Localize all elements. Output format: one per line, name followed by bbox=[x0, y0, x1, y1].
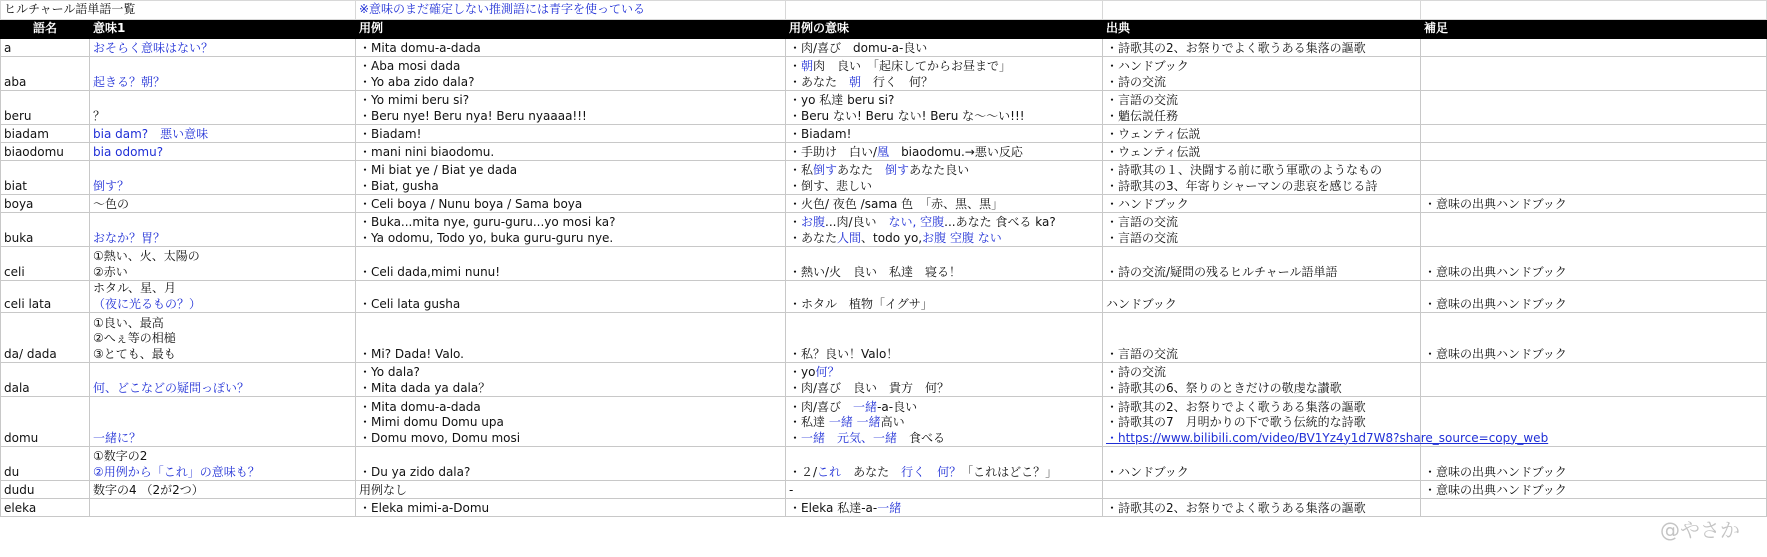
text-segment: あなた bbox=[841, 464, 902, 479]
note-cell[interactable] bbox=[1421, 57, 1767, 91]
word-cell[interactable]: a bbox=[1, 39, 90, 57]
text-segment: ・２/ bbox=[789, 464, 818, 479]
cell-line: ・Celi boya / Nunu boya / Sama boya bbox=[359, 196, 583, 211]
source-cell[interactable] bbox=[1103, 397, 1549, 447]
source-cell[interactable] bbox=[1103, 125, 1421, 143]
text-segment: ・肉/喜び domu-a-良い bbox=[789, 40, 928, 55]
usage-cell[interactable] bbox=[356, 247, 786, 281]
cell-line bbox=[789, 59, 1099, 75]
usage-meaning-cell[interactable] bbox=[786, 143, 1103, 161]
usage-cell[interactable] bbox=[356, 39, 786, 57]
table-row bbox=[1, 213, 1767, 247]
source-cell[interactable] bbox=[1103, 499, 1421, 517]
text-segment: 倒す bbox=[885, 163, 910, 177]
note-cell[interactable]: ・意味の出典ハンドブック bbox=[1421, 481, 1767, 499]
cell-line: ①数字の2 bbox=[93, 449, 148, 463]
text-segment: あなた良い bbox=[909, 163, 970, 177]
text-segment: ・Biadam! bbox=[789, 126, 852, 141]
cell-line: ～色の bbox=[93, 196, 130, 211]
cell-line bbox=[789, 483, 1099, 499]
usage-meaning-cell[interactable] bbox=[786, 247, 1103, 281]
cell-line: ・Mimi domu Domu upa bbox=[359, 415, 504, 429]
cell-line bbox=[789, 163, 1099, 179]
meaning-cell[interactable] bbox=[90, 281, 356, 313]
cell-line: ②へぇ等の相槌 bbox=[93, 331, 176, 345]
cell-line: ・Du ya zido dala? bbox=[359, 464, 471, 479]
cell-line: ・魈伝説任務 bbox=[1106, 108, 1179, 123]
cell-line: ・ハンドブック bbox=[1106, 464, 1189, 479]
word-cell[interactable]: biadam bbox=[1, 125, 90, 143]
cell-line: ②用例から「これ」の意味も？ bbox=[93, 464, 260, 479]
cell-line: ホタル、星、月 bbox=[93, 281, 177, 295]
text-segment: 凰 bbox=[877, 144, 890, 159]
table-row bbox=[1, 363, 1767, 397]
text-segment: ・熱い/火 良い 私達 寝る！ bbox=[789, 264, 962, 279]
cell-line bbox=[789, 400, 1099, 416]
text-segment: ・ホタル 植物「イグサ」 bbox=[789, 296, 933, 311]
usage-cell[interactable] bbox=[356, 143, 786, 161]
cell-line bbox=[789, 297, 1099, 313]
usage-meaning-cell[interactable] bbox=[786, 125, 1103, 143]
cell-line: 用例なし bbox=[359, 482, 408, 497]
cell-line bbox=[789, 41, 1099, 57]
word-cell[interactable]: dudu bbox=[1, 481, 90, 499]
cell-line: 数字の4 （2が2つ） bbox=[93, 482, 204, 497]
text-segment: ・倒す、悲しい bbox=[789, 178, 873, 193]
header-meaning[interactable]: 意味1 bbox=[90, 20, 356, 39]
cell-line: ③とても、最も bbox=[93, 346, 176, 361]
usage-cell[interactable] bbox=[356, 447, 786, 481]
usage-cell[interactable] bbox=[356, 313, 786, 363]
cell-line bbox=[789, 381, 1099, 397]
cell-line bbox=[789, 75, 1099, 91]
note-cell[interactable] bbox=[1421, 143, 1767, 161]
meaning-cell[interactable] bbox=[90, 195, 356, 213]
word-cell[interactable]: biat bbox=[1, 161, 90, 195]
usage-cell[interactable] bbox=[356, 161, 786, 195]
cell-line: ・Aba mosi dada bbox=[359, 59, 461, 73]
title-row bbox=[1, 1, 1767, 20]
word-cell[interactable]: dala bbox=[1, 363, 90, 397]
cell-line: bia dam? 悪い意味 bbox=[93, 126, 209, 141]
usage-meaning-cell[interactable] bbox=[786, 281, 1103, 313]
cell-line: ・https://www.bilibili.com/video/BV1Yz4y1d7W8?share_source=copy_web bbox=[1106, 430, 1549, 445]
text-segment: ・手助け 白い/ bbox=[789, 144, 878, 159]
text-segment: ・ bbox=[789, 59, 802, 73]
text-segment: 、todo yo, bbox=[861, 230, 923, 245]
meaning-cell[interactable] bbox=[90, 161, 356, 195]
cell-line: ・Celi lata gusha bbox=[359, 296, 461, 311]
cell-line: ①良い、最高 bbox=[93, 315, 164, 330]
text-segment: ・火色/ 夜色 /sama 色 「赤、黒、黒」 bbox=[789, 196, 1004, 211]
cell-line: ・詩歌其の2、お祭りでよく歌うある集落の謳歌 bbox=[1106, 399, 1366, 414]
cell-line: ②赤い bbox=[93, 264, 128, 279]
cell-line: ・Beru nye! Beru nya! Beru nyaaaa!!! bbox=[359, 108, 587, 123]
cell-line: ・言語の交流 bbox=[1106, 230, 1179, 245]
cell-line: ・Celi dada,mimi nunu! bbox=[359, 264, 501, 279]
empty-cell[interactable] bbox=[1421, 1, 1767, 20]
word-cell[interactable]: domu bbox=[1, 397, 90, 447]
text-segment: -a-良い bbox=[877, 399, 918, 414]
cell-line: ①熱い、火、太陽の bbox=[93, 249, 200, 263]
text-segment: 行く 何？ bbox=[861, 74, 934, 89]
cell-line: ・Buka...mita nye, guru-guru...yo mosi ka? bbox=[359, 215, 616, 229]
source-cell[interactable] bbox=[1103, 213, 1421, 247]
source-cell[interactable] bbox=[1103, 313, 1421, 363]
word-cell[interactable]: celi bbox=[1, 247, 90, 281]
source-cell[interactable] bbox=[1103, 39, 1421, 57]
cell-line: ・Mi biat ye / Biat ye dada bbox=[359, 163, 518, 177]
cell-line: （夜に光るもの？） bbox=[93, 296, 202, 311]
usage-cell[interactable] bbox=[356, 195, 786, 213]
meaning-cell[interactable] bbox=[90, 125, 356, 143]
cell-line: ・詩の交流/疑問の残るヒルチャール語単語 bbox=[1106, 264, 1338, 279]
usage-meaning-cell[interactable] bbox=[786, 39, 1103, 57]
text-segment: biaodomu.→悪い反応 bbox=[889, 144, 1023, 159]
cell-line bbox=[789, 145, 1099, 161]
table-row bbox=[1, 39, 1767, 57]
text-segment: 朝 bbox=[849, 74, 862, 89]
text-segment: ・ bbox=[789, 430, 802, 445]
text-segment: 行く 何？ bbox=[901, 464, 962, 479]
cell-line: ・詩の交流 bbox=[1106, 365, 1167, 379]
note-cell[interactable] bbox=[1421, 125, 1767, 143]
usage-cell[interactable] bbox=[356, 91, 786, 125]
cell-line: ・Yo dala? bbox=[359, 365, 420, 379]
usage-meaning-cell[interactable] bbox=[786, 91, 1103, 125]
table-row bbox=[1, 281, 1767, 313]
text-segment: 何？ bbox=[815, 365, 840, 379]
cell-line bbox=[789, 179, 1099, 195]
note-cell[interactable]: ・意味の出典ハンドブック bbox=[1421, 447, 1767, 481]
sheet-title[interactable]: ヒルチャール語単語一覧 bbox=[1, 1, 356, 20]
cell-line: ・詩の交流 bbox=[1106, 74, 1167, 89]
usage-cell[interactable] bbox=[356, 125, 786, 143]
text-segment: 一緒 一緒 bbox=[828, 415, 881, 429]
source-cell[interactable] bbox=[1103, 161, 1421, 195]
meaning-cell[interactable] bbox=[90, 39, 356, 57]
usage-meaning-cell[interactable] bbox=[786, 161, 1103, 195]
text-segment: 一緒 元気、一緒 bbox=[801, 430, 898, 445]
cell-line bbox=[789, 465, 1099, 481]
source-cell[interactable] bbox=[1103, 143, 1421, 161]
cell-line bbox=[789, 501, 1099, 517]
text-segment: 一緒 bbox=[853, 399, 878, 414]
table-row bbox=[1, 161, 1767, 195]
text-segment: ・肉/喜び bbox=[789, 399, 854, 414]
word-cell[interactable]: da/ dada bbox=[1, 313, 90, 363]
cell-line bbox=[789, 431, 1099, 447]
cell-line: ・Biat, gusha bbox=[359, 178, 439, 193]
text-segment: ない, 空腹 bbox=[888, 215, 945, 229]
meaning-cell[interactable] bbox=[90, 143, 356, 161]
empty-cell[interactable] bbox=[786, 1, 1103, 20]
cell-line: おそらく意味はない？ bbox=[93, 40, 214, 55]
text-segment: ・私 bbox=[789, 163, 814, 177]
text-segment: ・ bbox=[789, 215, 802, 229]
text-segment: これ bbox=[817, 464, 842, 479]
text-segment: 一緒 bbox=[877, 500, 902, 515]
cell-line: ・Yo mimi beru si? bbox=[359, 93, 470, 107]
usage-meaning-cell[interactable] bbox=[786, 499, 1103, 517]
cell-line: ・mani nini biaodomu. bbox=[359, 144, 495, 159]
cell-line bbox=[789, 197, 1099, 213]
text-segment: ・私？良い！Valo！ bbox=[789, 346, 899, 361]
usage-meaning-cell[interactable] bbox=[786, 213, 1103, 247]
text-segment: 人間 bbox=[837, 230, 862, 245]
cell-line: bia odomu? bbox=[93, 144, 164, 159]
table-row bbox=[1, 91, 1767, 125]
text-segment: ・肉/喜び 良い 貴方 何？ bbox=[789, 380, 950, 395]
usage-meaning-cell[interactable] bbox=[786, 313, 1103, 363]
meaning-cell[interactable] bbox=[90, 213, 356, 247]
table-row bbox=[1, 125, 1767, 143]
cell-line bbox=[789, 215, 1099, 231]
usage-meaning-cell[interactable] bbox=[786, 57, 1103, 91]
cell-line: ・Mi? Dada! Valo. bbox=[359, 346, 464, 361]
note-cell[interactable]: ・意味の出典ハンドブック bbox=[1421, 247, 1767, 281]
cell-line: ・言語の交流 bbox=[1106, 346, 1179, 361]
meaning-cell[interactable] bbox=[90, 363, 356, 397]
meaning-cell[interactable] bbox=[90, 247, 356, 281]
meaning-cell[interactable] bbox=[90, 397, 356, 447]
source-cell[interactable] bbox=[1103, 91, 1421, 125]
cell-line: 倒す？ bbox=[93, 178, 130, 193]
usage-cell[interactable] bbox=[356, 213, 786, 247]
text-segment: ...あなた 食べる ka? bbox=[944, 215, 1056, 229]
cell-line: おなか？胃？ bbox=[93, 230, 166, 245]
word-cell[interactable]: eleka bbox=[1, 499, 90, 517]
word-cell[interactable]: boya bbox=[1, 195, 90, 213]
table-row bbox=[1, 499, 1767, 517]
text-segment: ・私達 bbox=[789, 415, 829, 429]
header-word[interactable]: 語名 bbox=[1, 20, 90, 39]
usage-cell[interactable] bbox=[356, 363, 786, 397]
source-cell[interactable] bbox=[1103, 363, 1421, 397]
text-segment: ・yo 私達 beru si? bbox=[789, 93, 895, 107]
header-source[interactable]: 出典 bbox=[1103, 20, 1421, 39]
cell-line: ・言語の交流 bbox=[1106, 215, 1179, 229]
cell-line: ・ハンドブック bbox=[1106, 59, 1189, 73]
cell-line: 何、どこなどの疑問っぽい？ bbox=[93, 380, 250, 395]
meaning-cell[interactable] bbox=[90, 481, 356, 499]
empty-cell[interactable] bbox=[1103, 1, 1421, 20]
text-segment: ・Beru ない! Beru ない! Beru な～～い!!! bbox=[789, 108, 1025, 123]
source-cell[interactable] bbox=[1103, 281, 1421, 313]
usage-meaning-cell[interactable] bbox=[786, 363, 1103, 397]
source-cell[interactable] bbox=[1103, 247, 1421, 281]
text-segment: お腹 空腹 ない bbox=[922, 230, 1002, 245]
usage-meaning-cell[interactable] bbox=[786, 397, 1103, 447]
cell-line bbox=[789, 265, 1099, 281]
text-segment: 倒す bbox=[813, 163, 838, 177]
cell-line bbox=[789, 109, 1099, 125]
note-cell[interactable] bbox=[1421, 499, 1767, 517]
usage-cell[interactable] bbox=[356, 499, 786, 517]
cell-line: ・Domu movo, Domu mosi bbox=[359, 430, 521, 445]
word-cell[interactable]: du bbox=[1, 447, 90, 481]
cell-line bbox=[789, 127, 1099, 143]
header-usage-meaning[interactable]: 用例の意味 bbox=[786, 20, 1103, 39]
cell-line: ・Mita dada ya dala？ bbox=[359, 380, 491, 395]
text-segment: ・yo bbox=[789, 365, 816, 379]
note-cell[interactable] bbox=[1421, 161, 1767, 195]
source-cell[interactable] bbox=[1103, 57, 1421, 91]
cell-line: ・詩歌其の7 月明かりの下で歌う伝統的な詩歌 bbox=[1106, 415, 1366, 429]
text-segment: ・Eleka 私達-a- bbox=[789, 500, 878, 515]
cell-line: ・詩歌其の2、お祭りでよく歌うある集落の謳歌 bbox=[1106, 40, 1366, 55]
note-cell[interactable] bbox=[1421, 39, 1767, 57]
cell-line: ・Eleka mimi-a-Domu bbox=[359, 500, 490, 515]
usage-meaning-cell[interactable] bbox=[786, 195, 1103, 213]
cell-line: ・Mita domu-a-dada bbox=[359, 40, 481, 55]
text-segment: あなた bbox=[837, 163, 886, 177]
table-row bbox=[1, 313, 1767, 363]
cell-line: ・Yo aba zido dala? bbox=[359, 74, 475, 89]
cell-line: ・詩歌其の6、祭りのときだけの敬虔な讃歌 bbox=[1106, 380, 1342, 395]
table-row bbox=[1, 247, 1767, 281]
note-cell[interactable]: ・意味の出典ハンドブック bbox=[1421, 195, 1767, 213]
note-cell[interactable] bbox=[1421, 213, 1767, 247]
cell-line bbox=[789, 415, 1099, 431]
cell-line: ・Ya odomu, Todo yo, buka guru-guru nye. bbox=[359, 230, 614, 245]
table-row bbox=[1, 447, 1767, 481]
source-cell[interactable] bbox=[1103, 195, 1421, 213]
cell-line bbox=[789, 347, 1099, 363]
cell-line bbox=[789, 93, 1099, 109]
usage-cell[interactable] bbox=[356, 57, 786, 91]
header-usage[interactable]: 用例 bbox=[356, 20, 786, 39]
text-segment: 朝 bbox=[801, 59, 814, 73]
word-cell[interactable]: celi lata bbox=[1, 281, 90, 313]
usage-meaning-cell[interactable] bbox=[786, 447, 1103, 481]
cell-line: ・詩歌其の2、お祭りでよく歌うある集落の謳歌 bbox=[1106, 500, 1366, 515]
cell-line bbox=[789, 365, 1099, 381]
note-cell[interactable] bbox=[1421, 91, 1767, 125]
cell-line: ・Mita domu-a-dada bbox=[359, 399, 481, 414]
usage-cell[interactable] bbox=[356, 481, 786, 499]
cell-line bbox=[789, 231, 1099, 247]
text-segment: ・あなた bbox=[789, 230, 838, 245]
cell-line: ・言語の交流 bbox=[1106, 93, 1179, 107]
cell-line: ・詩歌其の3、年寄りシャーマンの悲哀を感じる詩 bbox=[1106, 178, 1378, 193]
word-cell[interactable]: beru bbox=[1, 91, 90, 125]
legend-note[interactable]: ※意味のまだ確定しない推測語には青字を使っている bbox=[356, 1, 786, 20]
usage-cell[interactable] bbox=[356, 397, 786, 447]
word-cell[interactable]: buka bbox=[1, 213, 90, 247]
text-segment: - bbox=[789, 482, 794, 497]
cell-line: ・詩歌其の１、決闘する前に歌う軍歌のようなもの bbox=[1106, 163, 1383, 177]
cell-line: ・ウェンティ伝説 bbox=[1106, 144, 1201, 159]
usage-cell[interactable] bbox=[356, 281, 786, 313]
cell-line: ？ bbox=[93, 108, 106, 123]
header-note[interactable]: 補足 bbox=[1421, 20, 1767, 39]
text-segment: 「これはどこ？」 bbox=[961, 464, 1058, 479]
table-row bbox=[1, 143, 1767, 161]
table-row bbox=[1, 481, 1767, 499]
watermark: @やさか bbox=[1660, 518, 1740, 542]
cell-line: 一緒に？ bbox=[93, 430, 142, 445]
meaning-cell[interactable] bbox=[90, 499, 356, 517]
cell-line: ・ウェンティ伝説 bbox=[1106, 126, 1201, 141]
source-cell[interactable] bbox=[1103, 481, 1421, 499]
note-cell[interactable]: ・意味の出典ハンドブック bbox=[1421, 313, 1767, 363]
word-cell[interactable]: aba bbox=[1, 57, 90, 91]
cell-line: ・Biadam! bbox=[359, 126, 422, 141]
text-segment: 食べる bbox=[897, 430, 946, 445]
word-cell[interactable]: biaodomu bbox=[1, 143, 90, 161]
meaning-cell[interactable] bbox=[90, 313, 356, 363]
text-segment: ...肉/良い bbox=[825, 215, 889, 229]
table-row bbox=[1, 57, 1767, 91]
header-row bbox=[1, 20, 1767, 39]
cell-line: 起きる？朝？ bbox=[93, 74, 166, 89]
meaning-cell[interactable] bbox=[90, 57, 356, 91]
usage-meaning-cell[interactable] bbox=[786, 481, 1103, 499]
table-row bbox=[1, 397, 1767, 447]
source-cell[interactable] bbox=[1103, 447, 1421, 481]
note-cell[interactable]: ・意味の出典ハンドブック bbox=[1421, 281, 1767, 313]
cell-line: ハンドブック bbox=[1106, 296, 1177, 311]
table-row bbox=[1, 195, 1767, 213]
meaning-cell[interactable] bbox=[90, 91, 356, 125]
text-segment: 肉 良い 「起床してからお昼まで」 bbox=[813, 59, 1012, 73]
note-cell[interactable] bbox=[1421, 363, 1767, 397]
cell-line: ・ハンドブック bbox=[1106, 196, 1189, 211]
text-segment: お腹 bbox=[801, 215, 826, 229]
text-segment: 高い bbox=[880, 415, 905, 429]
text-segment: ・あなた bbox=[789, 74, 850, 89]
meaning-cell[interactable] bbox=[90, 447, 356, 481]
